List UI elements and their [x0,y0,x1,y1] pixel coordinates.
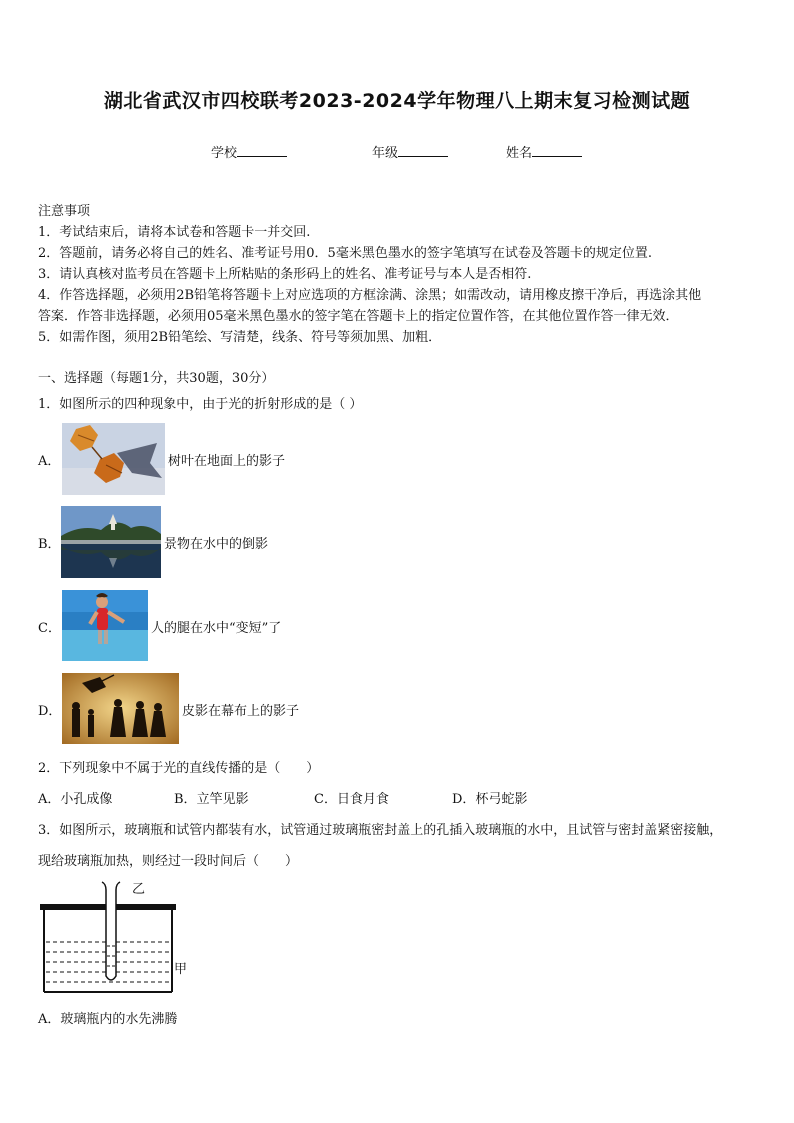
q2-option-b-text: 立竿见影 [196,792,249,807]
q3-stem-line2: 现给玻璃瓶加热，则经过一段时间后（ ） [38,854,299,869]
q1-stem: 1．如图所示的四种现象中，由于光的折射形成的是（ ） [38,397,363,412]
q2-option-b-letter: B． [174,792,197,807]
name-field[interactable] [506,142,582,161]
exam-title: 湖北省武汉市四校联考2023-2024学年物理八上期末复习检测试题 [103,90,691,112]
school-field[interactable] [211,142,287,161]
reflection-image [61,506,161,578]
q1-option-b-text: 景物在水中的倒影 [164,537,269,552]
tube-label: 乙 [132,882,146,897]
q1-option-d-letter: D． [38,704,62,719]
section-heading: 一、选择题（每题1分，共30题，30分） [38,371,275,386]
q1-option-a-letter: A． [38,454,61,469]
q2-option-c-text: 日食月食 [336,792,389,807]
name-label: 姓名 [506,146,533,161]
school-label: 学校 [211,146,238,161]
grade-field[interactable] [372,142,448,161]
q1-option-d-text: 皮影在幕布上的影子 [182,704,300,719]
q2-option-a [38,790,112,810]
q2-option-c-letter: C． [314,792,337,807]
swimmer-image [62,590,148,661]
q2-option-d-text: 杯弓蛇影 [475,792,528,807]
note-item: 4．作答选择题，必须用2B铅笔将答题卡上对应选项的方框涂满、涂黑；如需改动，请用橡皮擦干净后，再选涂其他 [38,288,702,303]
q1-option-b-letter: B． [38,537,61,552]
grade-blank[interactable] [398,145,448,157]
q2-option-c [314,790,389,810]
q2-option-b [174,790,249,810]
q2-option-d [452,790,527,810]
note-item: 2．答题前，请务必将自己的姓名、准考证号用0．5毫米黑色墨水的签字笔填写在试卷及答题卡的规定位置. [38,246,652,261]
name-blank[interactable] [532,145,582,157]
notes-heading: 注意事项 [38,204,91,219]
q3-option-a-text: 玻璃瓶内的水先沸腾 [60,1012,178,1027]
bottle-label: 甲 [174,962,188,977]
q2-option-a-text: 小孔成像 [60,792,113,807]
q3-option-a-letter: A． [38,1012,61,1027]
q3-stem-line1: 3．如图所示，玻璃瓶和试管内都装有水，试管通过玻璃瓶密封盖上的孔插入玻璃瓶的水中，且试管与密封盖紧密接触， [38,823,723,838]
q1-option-c-text: 人的腿在水中“变短”了 [151,621,282,636]
note-item: 3．请认真核对监考员在答题卡上所粘贴的条形码上的姓名、准考证号与本人是否相符. [38,267,532,282]
note-item: 5．如需作图，须用2B铅笔绘、写清楚，线条、符号等须加黑、加粗． [38,330,442,345]
note-item: 1．考试结束后，请将本试卷和答题卡一并交回. [38,225,311,240]
bottle-tube-diagram [36,880,196,998]
q1-option-a-text: 树叶在地面上的影子 [168,454,286,469]
q2-option-d-letter: D． [452,792,476,807]
shadow-play-image [62,673,179,744]
q2-option-a-letter: A． [38,792,61,807]
q3-option-a [38,1010,177,1030]
school-blank[interactable] [237,145,287,157]
note-item: 答案．作答非选择题，必须用05毫米黑色墨水的签字笔在答题卡上的指定位置作答，在其他位置作答一律无效． [38,309,679,324]
grade-label: 年级 [372,146,399,161]
q2-stem: 2．下列现象中不属于光的直线传播的是（ ） [38,761,320,776]
leaf-shadow-image [62,423,165,495]
q1-option-c-letter: C． [38,621,61,636]
